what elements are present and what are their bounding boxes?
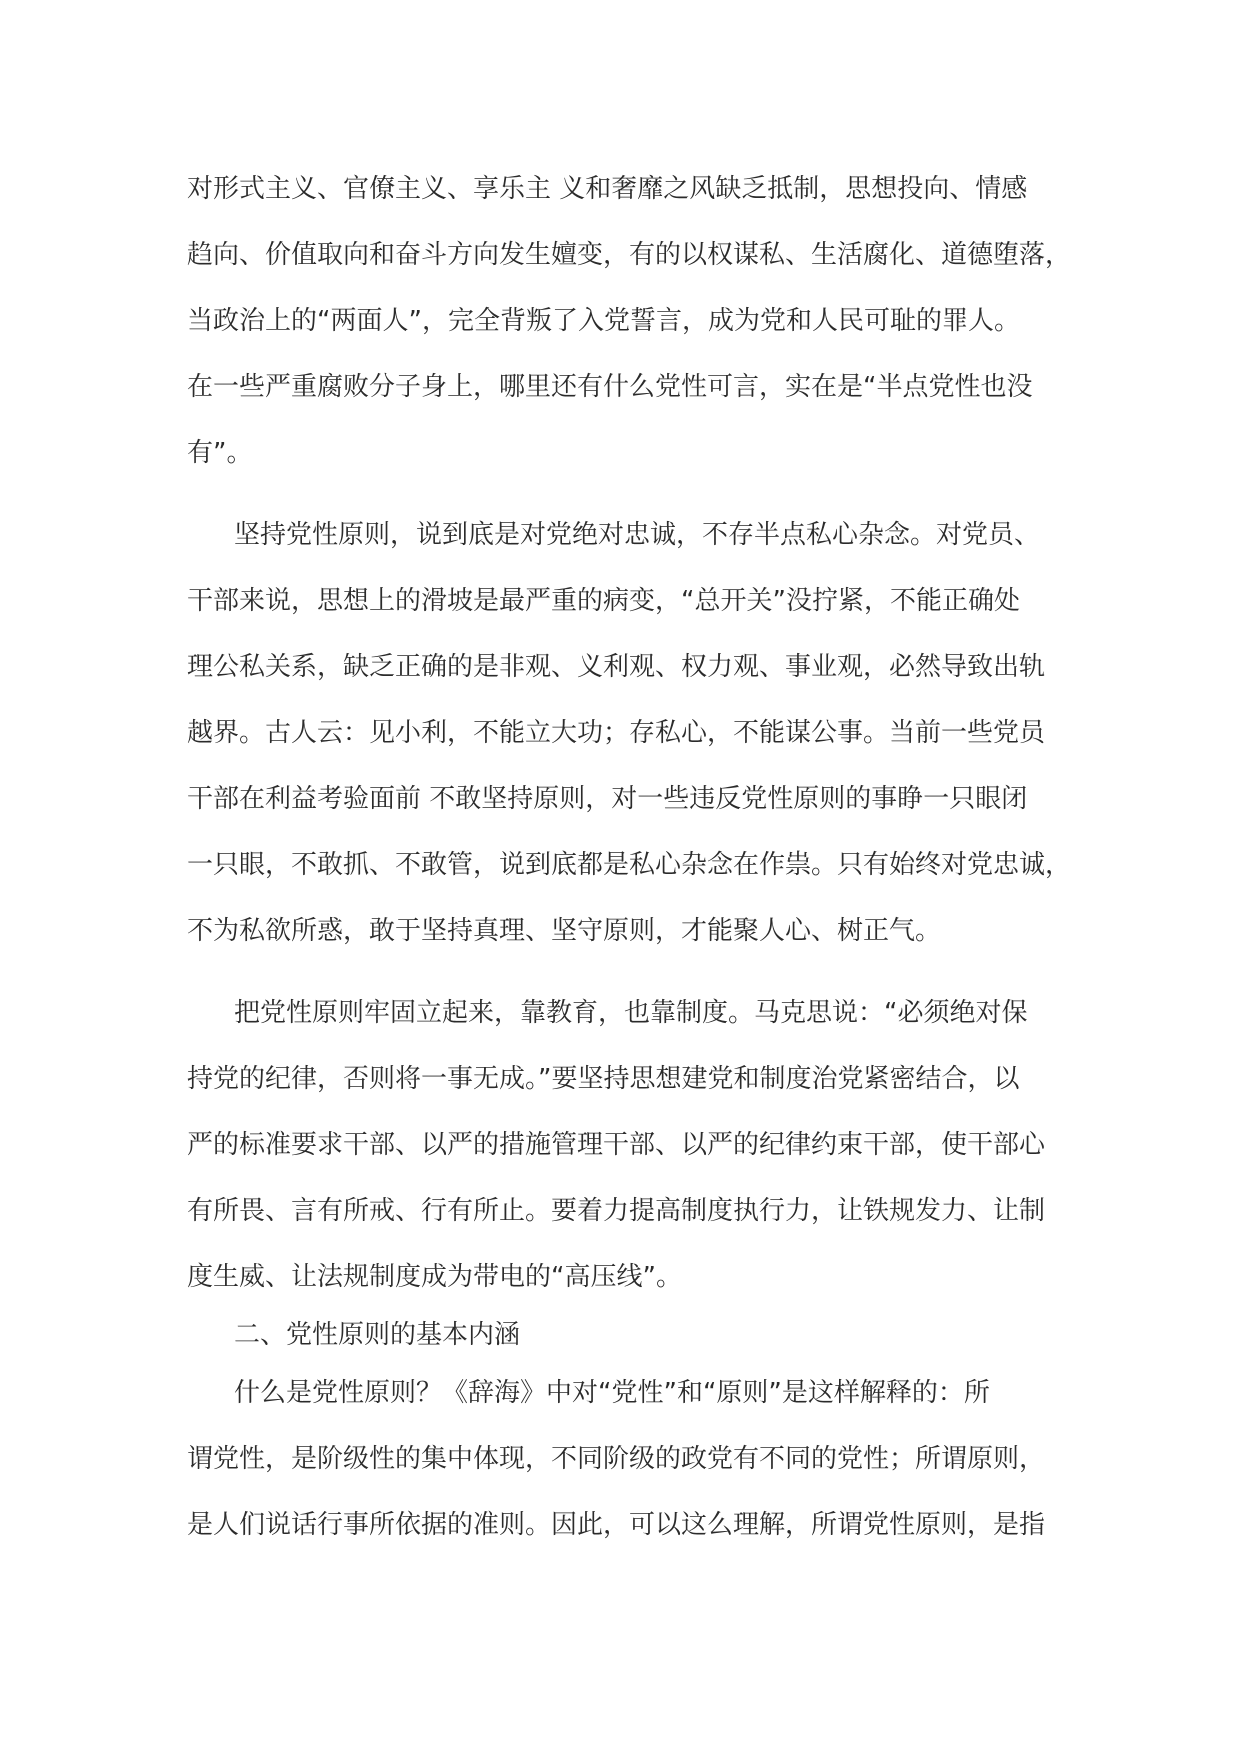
paragraph-line: 越界。古人云：见小利，不能立大功；存私心，不能谋公事。当前一些党员 bbox=[187, 718, 1046, 748]
paragraph-line: 是人们说话行事所依据的准则。因此，可以这么理解，所谓党性原则，是指 bbox=[187, 1510, 1046, 1540]
paragraph-line: 度生威、让法规制度成为带电的“高压线”。 bbox=[187, 1262, 682, 1292]
paragraph-line: 一只眼，不敢抓、不敢管，说到底都是私心杂念在作祟。只有始终对党忠诚， bbox=[187, 850, 1072, 880]
paragraph-line: 有”。 bbox=[187, 438, 253, 468]
paragraph-spacer bbox=[187, 980, 1067, 996]
paragraph-line: 在一些严重腐败分子身上，哪里还有什么党性可言，实在是“半点党性也没 bbox=[187, 372, 1033, 402]
paragraph-line: 什么是党性原则？《辞海》中对“党性”和“原则”是这样解释的：所 bbox=[234, 1378, 990, 1408]
paragraph-3 bbox=[187, 996, 1067, 1318]
paragraph-line: 坚持党性原则，说到底是对党绝对忠诚，不存半点私心杂念。对党员、 bbox=[234, 520, 1041, 550]
paragraph-line: 对形式主义、官僚主义、享乐主 义和奢靡之风缺乏抵制，思想投向、情感 bbox=[187, 174, 1028, 204]
paragraph-line: 严的标准要求干部、以严的措施管理干部、以严的纪律约束干部，使干部心 bbox=[187, 1130, 1046, 1160]
section-heading-text: 二、党性原则的基本内涵 bbox=[234, 1320, 521, 1350]
paragraph-line: 有所畏、言有所戒、行有所止。要着力提高制度执行力，让铁规发力、让制 bbox=[187, 1196, 1046, 1226]
paragraph-line: 干部来说，思想上的滑坡是最严重的病变，“总开关”没拧紧，不能正确处 bbox=[187, 586, 1020, 616]
paragraph-1 bbox=[187, 172, 1072, 502]
paragraph-4 bbox=[187, 1376, 1067, 1574]
paragraph-line: 不为私欲所惑，敢于坚持真理、坚守原则，才能聚人心、树正气。 bbox=[187, 916, 942, 946]
paragraph-line: 干部在利益考验面前 不敢坚持原则，对一些违反党性原则的事睁一只眼闭 bbox=[187, 784, 1028, 814]
paragraph-line: 理公私关系，缺乏正确的是非观、义利观、权力观、事业观，必然导致出轨 bbox=[187, 652, 1046, 682]
paragraph-2 bbox=[187, 518, 1072, 980]
section-heading bbox=[187, 1318, 1067, 1376]
paragraph-line: 持党的纪律，否则将一事无成。”要坚持思想建党和制度治党紧密结合，以 bbox=[187, 1064, 1020, 1094]
paragraph-spacer bbox=[187, 502, 1067, 518]
paragraph-line: 趋向、价值取向和奋斗方向发生嬗变，有的以权谋私、生活腐化、道德堕落， bbox=[187, 240, 1072, 270]
paragraph-line: 当政治上的“两面人”，完全背叛了入党誓言，成为党和人民可耻的罪人。 bbox=[187, 306, 1020, 336]
paragraph-line: 把党性原则牢固立起来，靠教育，也靠制度。马克思说：“必须绝对保 bbox=[234, 998, 1028, 1028]
document-body bbox=[187, 172, 1072, 1574]
paragraph-line: 谓党性，是阶级性的集中体现，不同阶级的政党有不同的党性；所谓原则， bbox=[187, 1444, 1046, 1474]
